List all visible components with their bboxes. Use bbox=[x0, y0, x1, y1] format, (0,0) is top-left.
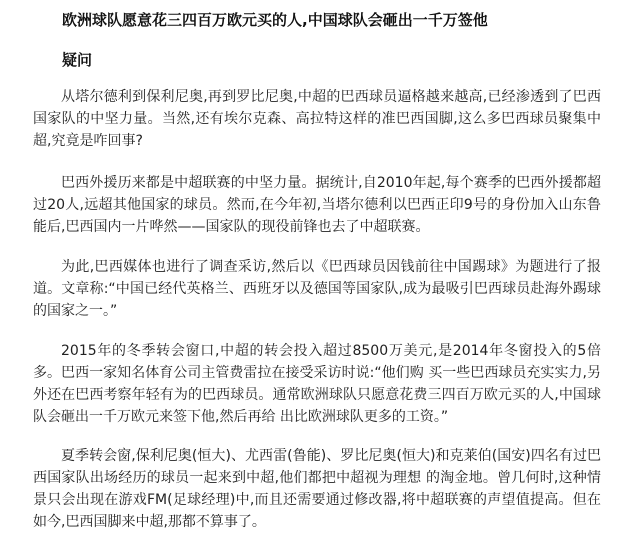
paragraph-2: 巴西外援历来都是中超联赛的中坚力量。据统计,自2010年起,每个赛季的巴西外援都超过20人,远超其他国家的球员。然而,在今年初,当塔尔德利以巴西正印9号的身份加入山东鲁能后,巴西国内一片哗然——国家队的现役前锋也去了中超联赛。 bbox=[33, 175, 601, 235]
paragraph-1: 从塔尔德利到保利尼奥,再到罗比尼奥,中超的巴西球员逼格越来越高,已经渗透到了巴西国家队的中坚力量。当然,还有埃尔克森、高拉特这样的准巴西国脚,这么多巴西球员聚集中超,究竟是咋回事? bbox=[33, 89, 601, 149]
paragraph-3: 为此,巴西媒体也进行了调查采访,然后以《巴西球员因钱前往中国踢球》为题进行了报道。文章称:“中国已经代英格兰、西班牙以及德国等国家队,成为最吸引巴西球员赴海外踢球的国家之一。” bbox=[33, 259, 601, 319]
paragraph-4: 2015年的冬季转会窗口,中超的转会投入超过8500万美元,是2014年冬窗投入的5倍多。巴西一家知名体育公司主管费雷拉在接受采访时说:“他们购 买一些巴西球员充实实力,另外还在巴西考察年轻有为的巴西球员。通常欧洲球队只愿意花费三四百万欧元买的人,中国球队会砸出一千万欧元来签下他,然后再给 出比欧洲球队更多的工资。” bbox=[33, 343, 601, 425]
article-headline: 欧洲球队愿意花三四百万欧元买的人,中国球队会砸出一千万签他 bbox=[62, 11, 488, 29]
paragraph-5: 夏季转会窗,保利尼奥(恒大)、尤西雷(鲁能)、罗比尼奥(恒大)和克莱伯(国安)四名有过巴西国家队出场经历的球员一起来到中超,他们都把中超视为理想 的淘金地。曾几何时,这种情景只会出现在游戏FM(足球经理)中,而且还需要通过修改器,将中超联赛的声望值提高。但在如今,巴西国脚来中超,那都不算事了。 bbox=[33, 448, 601, 530]
section-title: 疑问 bbox=[62, 51, 93, 69]
